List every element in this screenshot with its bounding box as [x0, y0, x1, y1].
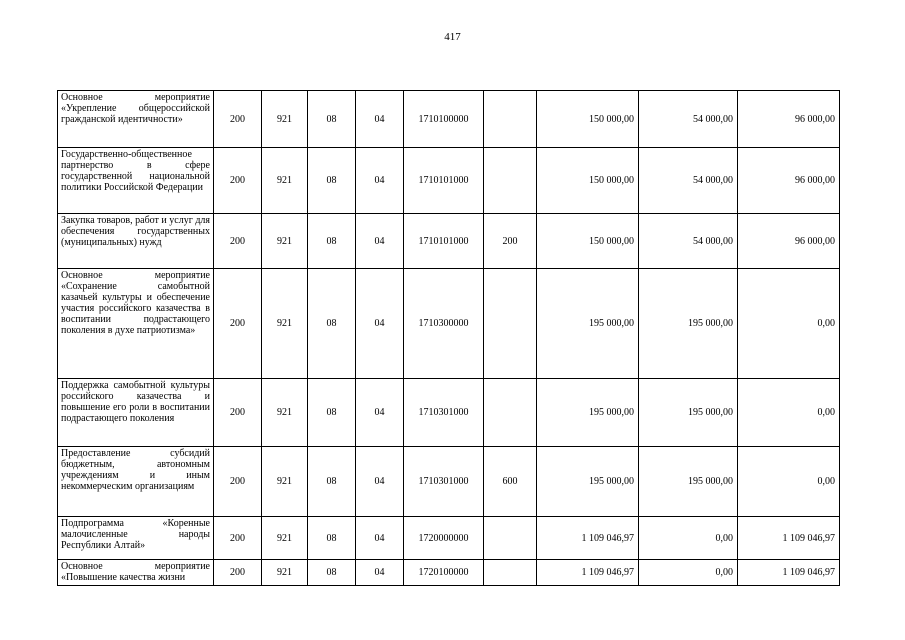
cell-c2: 921 [262, 269, 308, 379]
row-name: Предоставление субсидий бюджетным, автономным учреждениям и иным некоммерческим организациям [58, 447, 214, 517]
cell-v1: 1 109 046,97 [537, 517, 639, 560]
cell-code: 1710101000 [404, 148, 484, 214]
cell-c3: 08 [308, 269, 356, 379]
cell-c4: 04 [356, 214, 404, 269]
row-name: Основное мероприятие «Повышение качества жизни [58, 560, 214, 586]
cell-c2: 921 [262, 517, 308, 560]
cell-v2: 54 000,00 [639, 148, 738, 214]
cell-c4: 04 [356, 91, 404, 148]
page-number: 417 [444, 31, 461, 43]
row-name: Государственно-общественное партнерство в сфере государственной национальной политики Российской Федерации [58, 148, 214, 214]
cell-type [484, 269, 537, 379]
table-row [58, 148, 840, 214]
cell-c4: 04 [356, 560, 404, 586]
cell-v1: 150 000,00 [537, 148, 639, 214]
cell-code: 1720000000 [404, 517, 484, 560]
cell-c4: 04 [356, 517, 404, 560]
cell-c2: 921 [262, 379, 308, 447]
cell-v2: 195 000,00 [639, 447, 738, 517]
cell-v3: 96 000,00 [738, 148, 840, 214]
table-body [58, 91, 840, 586]
cell-code: 1720100000 [404, 560, 484, 586]
cell-c1: 200 [214, 91, 262, 148]
cell-type [484, 148, 537, 214]
cell-v2: 195 000,00 [639, 379, 738, 447]
cell-v1: 1 109 046,97 [537, 560, 639, 586]
cell-c3: 08 [308, 91, 356, 148]
cell-v3: 96 000,00 [738, 91, 840, 148]
cell-v1: 195 000,00 [537, 379, 639, 447]
cell-c1: 200 [214, 379, 262, 447]
table-row [58, 214, 840, 269]
cell-v1: 150 000,00 [537, 214, 639, 269]
cell-c2: 921 [262, 560, 308, 586]
budget-table [57, 90, 840, 586]
cell-c3: 08 [308, 214, 356, 269]
cell-c2: 921 [262, 91, 308, 148]
row-name: Подпрограмма «Коренные малочисленные народы Республики Алтай» [58, 517, 214, 560]
cell-c3: 08 [308, 379, 356, 447]
cell-v2: 54 000,00 [639, 214, 738, 269]
cell-c1: 200 [214, 148, 262, 214]
cell-v3: 1 109 046,97 [738, 560, 840, 586]
row-name: Основное мероприятие «Сохранение самобытной казачьей культуры и обеспечение участия российского казачества в воспитании подрастающего поколения в духе патриотизма» [58, 269, 214, 379]
cell-v1: 195 000,00 [537, 269, 639, 379]
cell-c1: 200 [214, 517, 262, 560]
cell-type [484, 379, 537, 447]
cell-code: 1710301000 [404, 447, 484, 517]
cell-c2: 921 [262, 447, 308, 517]
cell-v3: 1 109 046,97 [738, 517, 840, 560]
row-name: Основное мероприятие «Укрепление общероссийской гражданской идентичности» [58, 91, 214, 148]
cell-c3: 08 [308, 560, 356, 586]
cell-c4: 04 [356, 447, 404, 517]
table-row [58, 447, 840, 517]
cell-c1: 200 [214, 447, 262, 517]
cell-c2: 921 [262, 148, 308, 214]
cell-c3: 08 [308, 447, 356, 517]
cell-v3: 0,00 [738, 379, 840, 447]
cell-v2: 0,00 [639, 560, 738, 586]
cell-c4: 04 [356, 379, 404, 447]
cell-c1: 200 [214, 269, 262, 379]
cell-v1: 150 000,00 [537, 91, 639, 148]
cell-code: 1710301000 [404, 379, 484, 447]
cell-v3: 0,00 [738, 269, 840, 379]
cell-c1: 200 [214, 214, 262, 269]
row-name: Поддержка самобытной культуры российского казачества и повышение его роли в воспитании подрастающего поколения [58, 379, 214, 447]
cell-type: 600 [484, 447, 537, 517]
table-row [58, 91, 840, 148]
row-name: Закупка товаров, работ и услуг для обеспечения государственных (муниципальных) нужд [58, 214, 214, 269]
cell-v3: 0,00 [738, 447, 840, 517]
cell-code: 1710100000 [404, 91, 484, 148]
table-row [58, 269, 840, 379]
cell-type [484, 517, 537, 560]
cell-v3: 96 000,00 [738, 214, 840, 269]
cell-type [484, 560, 537, 586]
cell-type [484, 91, 537, 148]
table-row [58, 517, 840, 560]
table-row [58, 379, 840, 447]
cell-v2: 54 000,00 [639, 91, 738, 148]
cell-v1: 195 000,00 [537, 447, 639, 517]
cell-code: 1710101000 [404, 214, 484, 269]
cell-v2: 0,00 [639, 517, 738, 560]
cell-code: 1710300000 [404, 269, 484, 379]
cell-v2: 195 000,00 [639, 269, 738, 379]
cell-c3: 08 [308, 517, 356, 560]
cell-c4: 04 [356, 269, 404, 379]
cell-c3: 08 [308, 148, 356, 214]
cell-c1: 200 [214, 560, 262, 586]
table-row [58, 560, 840, 586]
cell-c4: 04 [356, 148, 404, 214]
cell-c2: 921 [262, 214, 308, 269]
cell-type: 200 [484, 214, 537, 269]
